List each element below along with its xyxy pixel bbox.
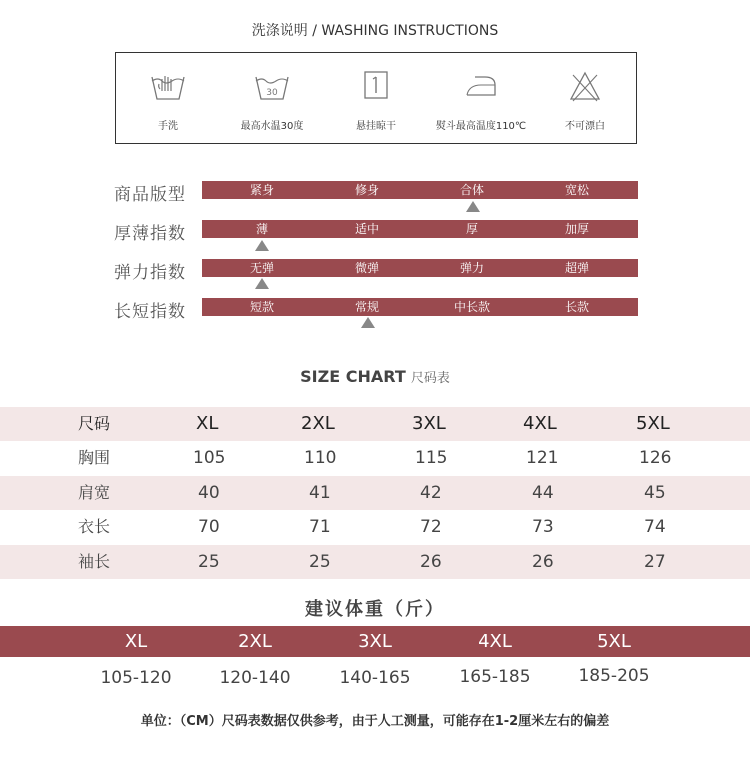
measurement-note: 单位：（CM）尺码表数据仅供参考，由于人工测量，可能存在1-2厘米左右的偏差 xyxy=(140,714,610,729)
table-cell: 126 xyxy=(639,448,672,468)
table-row xyxy=(0,510,750,544)
table-cell: 121 xyxy=(526,448,559,468)
table-header-cell: 3XL xyxy=(412,413,446,434)
size-table-header xyxy=(0,407,750,441)
table-cell: 42 xyxy=(420,483,442,503)
index-label-fit: 商品版型 xyxy=(114,185,186,205)
index-marker-thickness xyxy=(255,240,269,251)
table-row xyxy=(0,441,750,475)
index-bar-elasticity xyxy=(202,259,638,277)
weight-size-bar xyxy=(0,626,750,657)
wash-label: 最高水温30度 xyxy=(240,121,304,132)
wash-label: 悬挂晾干 xyxy=(356,121,396,132)
iron-icon xyxy=(461,69,501,103)
index-option: 合体 xyxy=(459,183,484,197)
temp-value: 30 xyxy=(266,88,278,98)
table-cell: 25 xyxy=(198,552,220,572)
table-cell: 73 xyxy=(532,517,554,537)
table-cell: 26 xyxy=(532,552,554,572)
weight-range: 185-205 xyxy=(578,666,650,686)
size-chart-title xyxy=(0,367,750,386)
table-row xyxy=(0,545,750,579)
max-temp-30-icon xyxy=(252,69,292,103)
weight-range: 105-120 xyxy=(100,668,172,688)
table-cell: 25 xyxy=(309,552,331,572)
table-header-cell: 4XL xyxy=(523,413,557,434)
index-option: 弹力 xyxy=(459,261,484,275)
wash-title: 洗涤说明 / WASHING INSTRUCTIONS xyxy=(251,23,499,39)
index-option: 适中 xyxy=(354,222,379,236)
table-cell: 45 xyxy=(644,483,666,503)
wash-instructions-box xyxy=(115,52,637,144)
hand-wash-icon xyxy=(148,69,188,103)
index-marker-length xyxy=(361,317,375,328)
weight-size-label: 3XL xyxy=(358,631,392,652)
size-chart-title-cn: 尺码表 xyxy=(410,371,450,386)
no-bleach-icon xyxy=(565,69,605,103)
weight-size-label: XL xyxy=(124,631,148,652)
table-cell: 衣长 xyxy=(78,517,111,536)
size-chart-title-en: SIZE CHART xyxy=(300,367,406,386)
weight-title: 建议体重（斤） xyxy=(305,599,445,620)
index-marker-fit xyxy=(466,201,480,212)
index-option: 加厚 xyxy=(564,222,589,236)
table-cell: 70 xyxy=(198,517,220,537)
index-option: 常规 xyxy=(354,300,379,314)
index-option: 修身 xyxy=(354,183,379,197)
table-cell: 71 xyxy=(309,517,331,537)
index-option: 薄 xyxy=(255,222,268,236)
table-cell: 袖长 xyxy=(78,552,111,571)
index-option: 厚 xyxy=(465,222,478,236)
index-marker-elasticity xyxy=(255,278,269,289)
table-cell: 74 xyxy=(644,517,666,537)
index-option: 紧身 xyxy=(249,183,274,197)
table-header-cell: 尺码 xyxy=(78,414,111,433)
wash-item-no-bleach xyxy=(533,53,637,145)
table-cell: 胸围 xyxy=(78,448,111,467)
wash-item-iron xyxy=(429,53,533,145)
table-cell: 72 xyxy=(420,517,442,537)
hang-dry-icon xyxy=(356,69,396,103)
index-option: 宽松 xyxy=(564,183,589,197)
wash-item-hang-dry xyxy=(324,53,428,145)
table-cell: 26 xyxy=(420,552,442,572)
index-bar-length xyxy=(202,298,638,316)
weight-range: 120-140 xyxy=(219,668,291,688)
index-option: 短款 xyxy=(249,300,274,314)
table-cell: 44 xyxy=(532,483,554,503)
index-label-length: 长短指数 xyxy=(114,302,186,322)
index-option: 微弹 xyxy=(354,261,379,275)
index-option: 中长款 xyxy=(453,300,490,314)
index-option: 超弹 xyxy=(564,261,589,275)
index-option: 无弹 xyxy=(249,261,274,275)
index-label-thickness: 厚薄指数 xyxy=(114,224,186,244)
wash-label: 手洗 xyxy=(158,121,178,132)
table-cell: 110 xyxy=(304,448,337,468)
wash-label: 不可漂白 xyxy=(565,121,605,132)
weight-size-label: 4XL xyxy=(478,631,512,652)
wash-item-max-temp xyxy=(220,53,324,145)
table-cell: 41 xyxy=(309,483,331,503)
wash-item-hand-wash xyxy=(116,53,220,145)
weight-size-label: 2XL xyxy=(238,631,272,652)
table-cell: 肩宽 xyxy=(78,483,111,502)
table-cell: 27 xyxy=(644,552,666,572)
weight-range: 140-165 xyxy=(339,668,411,688)
index-option: 长款 xyxy=(564,300,589,314)
weight-range: 165-185 xyxy=(459,667,531,687)
table-row xyxy=(0,476,750,510)
table-cell: 105 xyxy=(193,448,226,468)
index-bar-fit xyxy=(202,181,638,199)
table-header-cell: XL xyxy=(196,413,219,434)
weight-size-label: 5XL xyxy=(597,631,631,652)
index-label-elasticity: 弹力指数 xyxy=(114,263,186,283)
table-cell: 115 xyxy=(415,448,448,468)
wash-label: 熨斗最高温度110℃ xyxy=(435,121,527,132)
index-bar-thickness xyxy=(202,220,638,238)
table-header-cell: 5XL xyxy=(636,413,670,434)
table-cell: 40 xyxy=(198,483,220,503)
table-header-cell: 2XL xyxy=(301,413,335,434)
